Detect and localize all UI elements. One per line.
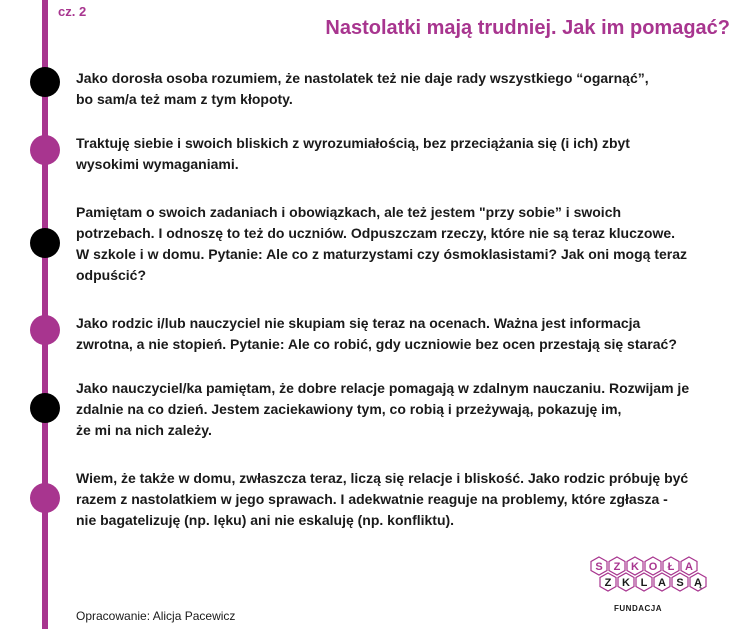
- paragraph-line: że mi na nich zależy.: [76, 422, 212, 438]
- logo-letter: S: [595, 561, 603, 573]
- paragraph-line: odpuścić?: [76, 267, 147, 283]
- paragraph-line: W szkole i w domu. Pytanie: Ale co z maturzystami czy ósmoklasistami? Jak oni mogą teraz: [76, 246, 687, 262]
- paragraph-line: Jako rodzic i/lub nauczyciel nie skupiam się teraz na ocenach. Ważna jest informacja: [76, 315, 641, 331]
- paragraph-line: bo sam/a też mam z tym kłopoty.: [76, 91, 293, 107]
- paragraph-4: [76, 313, 736, 355]
- timeline-dot-4: [30, 315, 60, 345]
- logo-letter: Ą: [694, 577, 702, 589]
- paragraph-line: Traktuję siebie i swoich bliskich z wyrozumiałością, bez przeciążania się (i ich) zbyt: [76, 135, 630, 151]
- logo-letter: Ł: [667, 561, 675, 573]
- logo-subtitle: FUNDACJA: [614, 604, 662, 613]
- paragraph-3: [76, 202, 736, 286]
- paragraph-line: Wiem, że także w domu, zwłaszcza teraz, liczą się relacje i bliskość. Jako rodzic próbuję być: [76, 470, 689, 486]
- paragraph-line: Jako nauczyciel/ka pamiętam, że dobre relacje pomagają w zdalnym nauczaniu. Rozwijam je: [76, 380, 690, 396]
- paragraph-line: nie bagatelizuję (np. lęku) ani nie eskaluję (np. konfliktu).: [76, 512, 455, 528]
- paragraph-line: Pamiętam o swoich zadaniach i obowiązkach, ale też jestem "przy sobie” i swoich: [76, 204, 622, 220]
- paragraph-line: zdalnie na co dzień. Jestem zaciekawiony tym, co robią i przeżywają, pokazuję im,: [76, 401, 622, 417]
- paragraph-line: razem z nastolatkiem w jego sprawach. I adekwatnie reaguje na problemy, które zgłasza -: [76, 491, 668, 507]
- logo-letter: O: [648, 561, 658, 573]
- logo-letter: A: [685, 561, 693, 573]
- paragraph-2: [76, 133, 736, 175]
- timeline-dot-6: [30, 483, 60, 513]
- szkola-z-klasa-logo: [588, 556, 714, 604]
- paragraph-line: potrzebach. I odnoszę to też do uczniów. Odpuszczam rzeczy, które nie są teraz kluczowe.: [76, 225, 676, 241]
- logo-letter: Z: [613, 561, 621, 573]
- part-label: cz. 2: [58, 4, 87, 19]
- paragraph-line: zwrotna, a nie stopień. Pytanie: Ale co robić, gdy uczniowie bez ocen przestają się starać?: [76, 336, 677, 352]
- timeline-dot-3: [30, 228, 60, 258]
- timeline-dot-2: [30, 135, 60, 165]
- paragraph-5: [76, 378, 736, 441]
- logo-letter: Z: [604, 577, 612, 589]
- logo-letter: K: [631, 561, 639, 573]
- paragraph-line: wysokimi wymaganiami.: [76, 156, 239, 172]
- logo-letter: L: [640, 577, 648, 589]
- timeline-dot-5: [30, 393, 60, 423]
- logo-letter: K: [622, 577, 630, 589]
- timeline-dot-1: [30, 67, 60, 97]
- paragraph-line: Jako dorosła osoba rozumiem, że nastolatek też nie daje rady wszystkiego “ogarnąć”,: [76, 70, 649, 86]
- logo-letter: S: [676, 577, 684, 589]
- author-credit: Opracowanie: Alicja Pacewicz: [76, 609, 236, 623]
- paragraph-1: [76, 68, 736, 110]
- logo-letter: A: [658, 577, 666, 589]
- paragraph-6: [76, 468, 736, 531]
- page-title: Nastolatki mają trudniej. Jak im pomagać?: [325, 17, 730, 39]
